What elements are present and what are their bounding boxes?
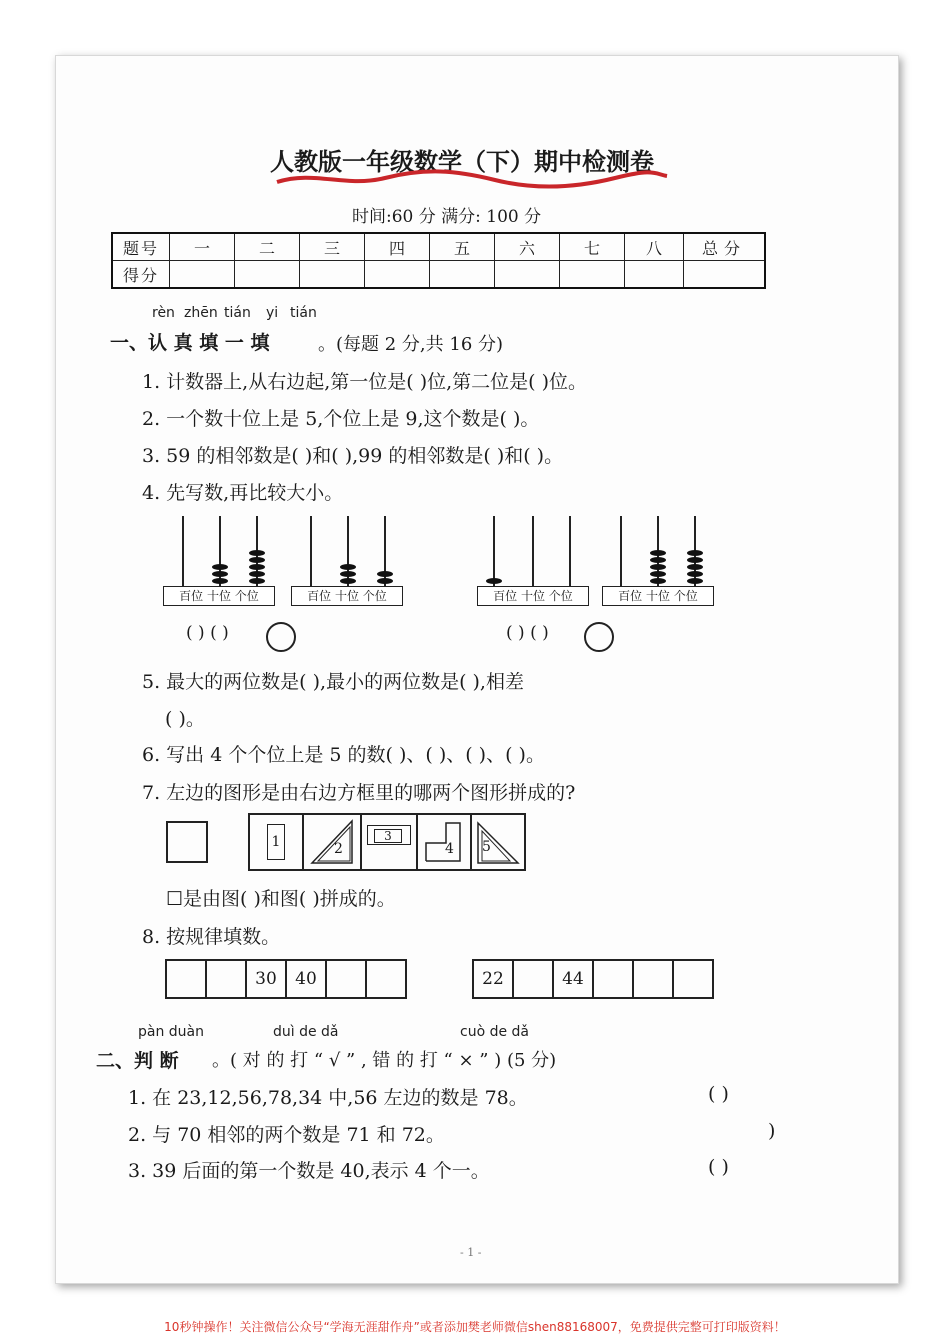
- score-header-cell: 二: [235, 233, 300, 261]
- score-row-label: 得分: [112, 261, 170, 289]
- score-entry-cell[interactable]: [495, 261, 560, 289]
- abacus-bead: [377, 571, 393, 577]
- abacus-bead: [650, 564, 666, 570]
- abacus-bead: [212, 564, 228, 570]
- abacus-bead: [212, 571, 228, 577]
- score-header-cell: 八: [625, 233, 684, 261]
- section1-title: 一、认 真 填 一 填: [110, 332, 270, 354]
- judge-item-3: 3. 39 后面的第一个数是 40,表示 4 个一。: [128, 1160, 490, 1182]
- question-5-cont: ( )。: [165, 708, 205, 730]
- abacus-bead: [650, 550, 666, 556]
- pinyin-duide: duì de dǎ: [273, 1024, 339, 1040]
- compare-circle-right[interactable]: [584, 622, 614, 652]
- pinyin-tian: tián: [224, 305, 251, 321]
- sequence-cell[interactable]: [514, 961, 554, 997]
- shape-label-2: 2: [334, 841, 343, 857]
- abacus-place-label: 百位 十位 个位: [163, 586, 275, 606]
- score-entry-cell[interactable]: [300, 261, 365, 289]
- compare-blanks-right: ( ) ( ): [506, 623, 549, 643]
- abacus-bead: [687, 550, 703, 556]
- sequence-cell[interactable]: [327, 961, 367, 997]
- score-header-cell: 五: [430, 233, 495, 261]
- abacus-rod: [182, 516, 184, 586]
- title-underline-decoration: [275, 168, 670, 190]
- question-7: 7. 左边的图形是由右边方框里的哪两个图形拼成的?: [142, 782, 576, 804]
- compare-circle-left[interactable]: [266, 622, 296, 652]
- abacus-place-label: 百位 十位 个位: [477, 586, 589, 606]
- abacus-bead: [212, 578, 228, 584]
- score-header-cell: 一: [170, 233, 235, 261]
- exam-title: 人教版一年级数学（下）期中检测卷: [270, 148, 654, 176]
- abacus-bead: [340, 564, 356, 570]
- shape-label-5: 5: [482, 839, 491, 855]
- abacus-bead: [340, 578, 356, 584]
- sequence-row-2: [472, 959, 714, 999]
- score-header-cell: 题号: [112, 233, 170, 261]
- abacus-rod: [493, 516, 495, 586]
- score-entry-cell[interactable]: [625, 261, 684, 289]
- abacus-bead: [486, 578, 502, 584]
- sequence-cell: 22: [474, 961, 514, 997]
- sequence-cell[interactable]: [674, 961, 712, 997]
- question-7-answer: ☐是由图( )和图( )拼成的。: [166, 888, 396, 910]
- abacus-bead: [687, 578, 703, 584]
- abacus-rod: [310, 516, 312, 586]
- score-entry-cell[interactable]: [430, 261, 495, 289]
- question-8: 8. 按规律填数。: [142, 926, 281, 948]
- pinyin-cuode: cuò de dǎ: [460, 1024, 530, 1040]
- shape-cell-4: [418, 815, 472, 869]
- abacus-bead: [687, 571, 703, 577]
- sequence-cell[interactable]: [367, 961, 405, 997]
- question-2: 2. 一个数十位上是 5,个位上是 9,这个数是( )。: [142, 408, 540, 430]
- abacus-bead: [650, 578, 666, 584]
- abacus-bead: [687, 557, 703, 563]
- pinyin-tian-2: tián: [290, 305, 317, 321]
- sequence-cell[interactable]: [634, 961, 674, 997]
- question-6: 6. 写出 4 个个位上是 5 的数( )、( )、( )、( )。: [142, 744, 545, 766]
- sequence-cell: 30: [247, 961, 287, 997]
- compare-blanks-left: ( ) ( ): [186, 623, 229, 643]
- section2-note: 。( 对 的 打 “ √ ” , 错 的 打 “ × ” ) (5 分): [212, 1050, 557, 1071]
- score-entry-cell[interactable]: [684, 261, 766, 289]
- score-entry-cell[interactable]: [560, 261, 625, 289]
- score-header-cell: 六: [495, 233, 560, 261]
- abacus-bead: [650, 571, 666, 577]
- judge-mark-3[interactable]: ( ): [708, 1156, 729, 1178]
- judge-item-1: 1. 在 23,12,56,78,34 中,56 左边的数是 78。: [128, 1087, 528, 1109]
- triangle-shape-5: [472, 815, 524, 869]
- abacus-bead: [249, 550, 265, 556]
- abacus-bead: [650, 557, 666, 563]
- abacus-rod: [620, 516, 622, 586]
- abacus-bead: [249, 578, 265, 584]
- abacus-place-label: 百位 十位 个位: [602, 586, 714, 606]
- question-1: 1. 计数器上,从右边起,第一位是( )位,第二位是( )位。: [142, 371, 588, 393]
- shape-cell-1: [250, 815, 304, 869]
- score-table: [111, 232, 766, 289]
- shape-label-3: 3: [374, 829, 402, 843]
- abacus-bead: [249, 557, 265, 563]
- question-5: 5. 最大的两位数是( ),最小的两位数是( ),相差: [142, 671, 524, 693]
- section1-note: 。(每题 2 分,共 16 分): [318, 334, 504, 355]
- judge-item-2: 2. 与 70 相邻的两个数是 71 和 72。: [128, 1124, 445, 1146]
- sequence-cell: 44: [554, 961, 594, 997]
- sequence-cell[interactable]: [207, 961, 247, 997]
- score-header-cell: 四: [365, 233, 430, 261]
- sequence-cell[interactable]: [594, 961, 634, 997]
- question-4: 4. 先写数,再比较大小。: [142, 482, 344, 504]
- page-number: - 1 -: [460, 1246, 482, 1259]
- score-entry-cell[interactable]: [235, 261, 300, 289]
- abacus-bead: [249, 571, 265, 577]
- abacus-bead: [687, 564, 703, 570]
- footer-promo: 10秒钟操作！关注微信公众号“学海无涯甜作舟”或者添加樊老师微信shen88168007，免费提供完整可打印版资料！: [164, 1320, 786, 1334]
- abacus-rod: [569, 516, 571, 586]
- shape-cell-5: [472, 815, 524, 869]
- pinyin-zhen: zhēn: [184, 305, 218, 321]
- question-3: 3. 59 的相邻数是( )和( ),99 的相邻数是( )和( )。: [142, 445, 564, 467]
- score-header-cell: 总分: [684, 233, 766, 261]
- score-header-cell: 七: [560, 233, 625, 261]
- shapes-frame: [248, 813, 526, 871]
- abacus-bead: [340, 571, 356, 577]
- exam-time-score: 时间:60 分 满分: 100 分: [352, 207, 542, 227]
- abacus-bead: [377, 578, 393, 584]
- shape-cell-2: [304, 815, 362, 869]
- sequence-cell: 40: [287, 961, 327, 997]
- l-shape-4: [418, 815, 470, 869]
- section2-title: 二、判 断: [96, 1050, 179, 1072]
- abacus-bead: [249, 564, 265, 570]
- judge-mark-1[interactable]: ( ): [708, 1083, 729, 1105]
- abacus-rod: [532, 516, 534, 586]
- sequence-row-1: [165, 959, 407, 999]
- sequence-cell[interactable]: [167, 961, 207, 997]
- shape-cell-3: [362, 815, 418, 869]
- judge-mark-2[interactable]: ): [768, 1120, 776, 1142]
- score-entry-cell[interactable]: [170, 261, 235, 289]
- abacus-place-label: 百位 十位 个位: [291, 586, 403, 606]
- triangle-shape-2: [304, 815, 360, 869]
- pinyin-yi: yi: [266, 305, 279, 321]
- pinyin-panduan: pàn duàn: [138, 1024, 205, 1040]
- shape-label-4: 4: [445, 841, 454, 857]
- score-entry-cell[interactable]: [365, 261, 430, 289]
- shape-label-1: 1: [267, 824, 285, 860]
- pinyin-ren: rèn: [152, 305, 175, 321]
- target-shape-square: [166, 821, 208, 863]
- score-header-cell: 三: [300, 233, 365, 261]
